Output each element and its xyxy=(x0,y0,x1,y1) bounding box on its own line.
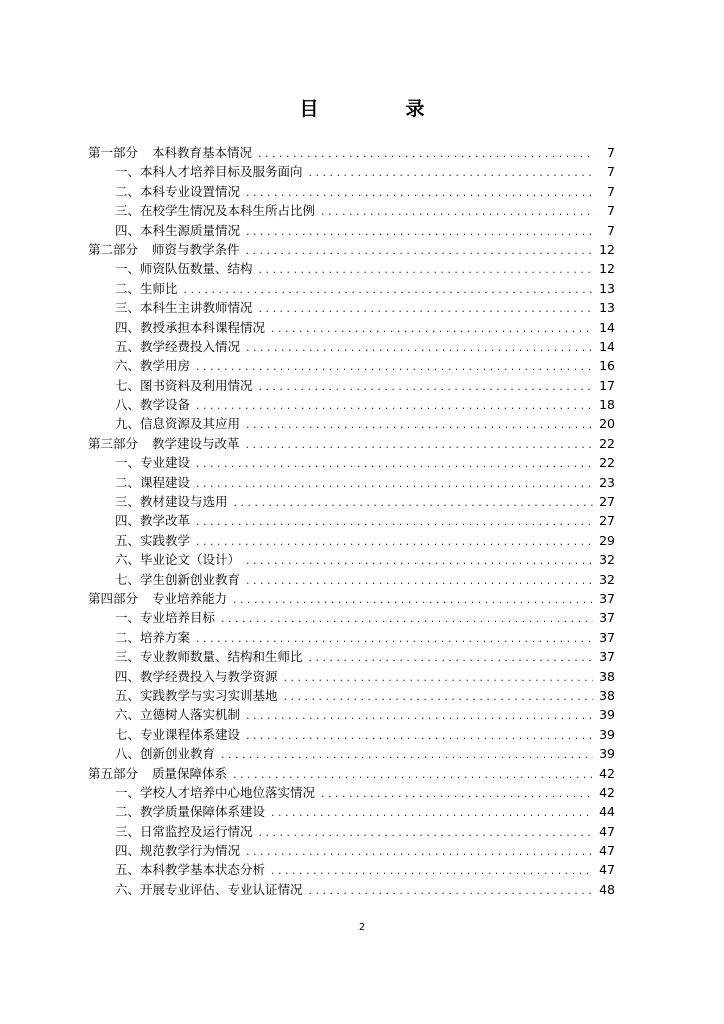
toc-dot-leader xyxy=(284,668,594,687)
toc-page-number: 7 xyxy=(607,164,615,180)
toc-entry-label xyxy=(115,279,178,298)
toc-entry-text: 四、教学改革 xyxy=(115,513,191,529)
toc-entry-label xyxy=(115,570,240,589)
toc-entry-label xyxy=(115,162,303,181)
toc-entry-text: 六、开展专业评估、专业认证情况 xyxy=(115,881,303,897)
toc-entry-text: 一、本科人才培养目标及服务面向 xyxy=(115,164,303,180)
toc-entry-label xyxy=(115,725,240,744)
toc-entry-text: 三、日常监控及运行情况 xyxy=(115,823,253,839)
toc-entry-text: 本科教育基本情况 xyxy=(152,145,253,160)
toc-dot-leader xyxy=(221,745,593,764)
toc-page-number: 37 xyxy=(599,649,615,665)
toc-section-entry[interactable] xyxy=(88,453,615,472)
toc-page-number: 42 xyxy=(599,765,615,781)
toc-dot-leader xyxy=(196,474,593,493)
toc-page-number: 39 xyxy=(599,746,615,762)
toc-section-entry[interactable] xyxy=(88,628,615,647)
toc-entry-label xyxy=(115,608,215,627)
toc-page-number: 32 xyxy=(599,571,615,587)
toc-entry-label xyxy=(115,550,240,569)
toc-dot-leader xyxy=(246,222,595,241)
toc-entry-text: 六、毕业论文（设计） xyxy=(115,552,241,568)
toc-page-number: 7 xyxy=(607,222,615,238)
toc-entry-label xyxy=(115,259,253,278)
toc-entry-label xyxy=(88,143,252,162)
toc-entry-label xyxy=(88,240,240,259)
toc-entry-text: 五、教学经费投入情况 xyxy=(115,338,241,354)
toc-section-entry[interactable] xyxy=(88,705,615,724)
toc-entry-label xyxy=(115,356,190,375)
toc-dot-leader xyxy=(196,512,593,531)
toc-section-entry[interactable] xyxy=(88,356,615,375)
toc-dot-leader xyxy=(196,532,593,551)
toc-dot-leader xyxy=(258,144,595,163)
toc-page-number: 7 xyxy=(607,203,615,219)
toc-page-number: 38 xyxy=(599,668,615,684)
toc-section-entry[interactable] xyxy=(88,783,615,802)
toc-entry-label xyxy=(115,802,265,821)
toc-entry-label xyxy=(115,182,240,201)
toc-entry-text: 六、教学用房 xyxy=(115,358,191,374)
toc-section-entry[interactable] xyxy=(88,608,615,627)
toc-dot-leader xyxy=(196,629,593,648)
toc-entry-label xyxy=(115,221,240,240)
toc-entry-text: 一、学校人才培养中心地位落实情况 xyxy=(115,784,316,800)
toc-entry-label xyxy=(115,473,190,492)
table-of-contents xyxy=(88,143,615,899)
toc-section-entry[interactable] xyxy=(88,259,615,278)
toc-dot-leader xyxy=(246,551,593,570)
toc-page-number: 14 xyxy=(599,319,615,335)
toc-page-number: 48 xyxy=(599,881,615,897)
toc-page-number: 42 xyxy=(599,784,615,800)
toc-entry-text: 七、专业课程体系建设 xyxy=(115,726,241,742)
toc-entry-text: 九、信息资源及其应用 xyxy=(115,416,241,432)
toc-dot-leader xyxy=(234,493,594,512)
toc-entry-text: 八、创新创业教育 xyxy=(115,746,216,762)
toc-section-entry[interactable] xyxy=(88,376,615,395)
toc-entry-label xyxy=(115,298,253,317)
toc-section-entry[interactable] xyxy=(88,550,615,569)
toc-entry-label xyxy=(115,453,190,472)
toc-entry-label xyxy=(115,841,240,860)
toc-page-number: 47 xyxy=(599,843,615,859)
toc-title: 目 录 xyxy=(299,98,459,120)
toc-page-number: 14 xyxy=(599,338,615,354)
toc-page-number: 37 xyxy=(599,629,615,645)
toc-page-number: 7 xyxy=(607,183,615,199)
toc-section-entry[interactable] xyxy=(88,201,615,220)
toc-entry-text: 一、专业培养目标 xyxy=(115,610,216,626)
toc-section-entry[interactable] xyxy=(88,395,615,414)
toc-dot-leader xyxy=(259,299,594,318)
toc-section-entry[interactable] xyxy=(88,841,615,860)
toc-entry-text: 一、专业建设 xyxy=(115,455,191,471)
toc-section-entry[interactable] xyxy=(88,473,615,492)
toc-section-entry[interactable] xyxy=(88,492,615,511)
toc-section-entry[interactable] xyxy=(88,880,615,899)
toc-page-number: 39 xyxy=(599,707,615,723)
page-number: 2 xyxy=(358,922,366,933)
toc-entry-label xyxy=(115,667,278,686)
toc-entry-text: 二、培养方案 xyxy=(115,629,191,645)
toc-entry-label xyxy=(115,395,190,414)
toc-page-number: 37 xyxy=(599,590,615,606)
toc-section-entry[interactable] xyxy=(88,414,615,433)
toc-entry-text: 一、师资队伍数量、结构 xyxy=(115,261,253,277)
toc-entry-label xyxy=(115,318,265,337)
toc-entry-label xyxy=(115,705,240,724)
toc-entry-label xyxy=(115,376,253,395)
toc-entry-text: 四、教学经费投入与教学资源 xyxy=(115,668,278,684)
toc-entry-text: 五、本科教学基本状态分析 xyxy=(115,862,266,878)
toc-part-entry[interactable] xyxy=(88,589,615,608)
toc-section-entry[interactable] xyxy=(88,860,615,879)
toc-entry-text: 七、图书资料及利用情况 xyxy=(115,377,253,393)
toc-entry-label xyxy=(115,531,190,550)
toc-entry-label xyxy=(115,860,265,879)
toc-part-number: 第二部分 xyxy=(88,241,139,257)
toc-dot-leader xyxy=(271,803,593,822)
toc-entry-text: 八、教学设备 xyxy=(115,397,191,413)
toc-page-number: 13 xyxy=(599,300,615,316)
toc-page-number: 12 xyxy=(599,261,615,277)
toc-dot-leader xyxy=(321,784,593,803)
toc-entry-label xyxy=(115,511,190,530)
toc-dot-leader xyxy=(271,319,593,338)
toc-entry-text: 三、教材建设与选用 xyxy=(115,494,228,510)
toc-section-entry[interactable] xyxy=(88,182,615,201)
toc-section-entry[interactable] xyxy=(88,531,615,550)
toc-entry-text: 三、本科生主讲教师情况 xyxy=(115,300,253,316)
toc-dot-leader xyxy=(259,377,594,396)
toc-entry-label xyxy=(115,414,240,433)
toc-entry-text: 四、本科生源质量情况 xyxy=(115,222,241,238)
toc-entry-text: 教学建设与改革 xyxy=(152,435,240,451)
toc-entry-label xyxy=(115,822,253,841)
toc-part-number: 第一部分 xyxy=(88,145,139,160)
toc-dot-leader xyxy=(259,260,594,279)
toc-entry-label xyxy=(88,764,227,783)
toc-entry-text: 师资与教学条件 xyxy=(152,241,240,257)
toc-entry-text: 五、实践教学与实习实训基地 xyxy=(115,687,278,703)
toc-page-number: 27 xyxy=(599,513,615,529)
toc-dot-leader xyxy=(246,571,593,590)
toc-page-number: 7 xyxy=(607,145,615,160)
toc-section-entry[interactable] xyxy=(88,337,615,356)
toc-page-number: 47 xyxy=(599,823,615,839)
toc-page-number: 38 xyxy=(599,687,615,703)
toc-entry-label xyxy=(88,434,240,453)
toc-dot-leader xyxy=(259,823,594,842)
toc-part-number: 第四部分 xyxy=(88,590,139,606)
toc-section-entry[interactable] xyxy=(88,647,615,666)
toc-page-number: 23 xyxy=(599,474,615,490)
toc-part-entry[interactable] xyxy=(88,764,615,783)
toc-entry-label xyxy=(115,492,228,511)
toc-entry-text: 六、立德树人落实机制 xyxy=(115,707,241,723)
toc-section-entry[interactable] xyxy=(88,667,615,686)
toc-dot-leader xyxy=(233,590,593,609)
toc-page-number: 37 xyxy=(599,610,615,626)
toc-entry-text: 二、课程建设 xyxy=(115,474,191,490)
toc-page-number: 12 xyxy=(599,241,615,257)
toc-entry-text: 专业培养能力 xyxy=(152,590,228,606)
toc-page-number: 44 xyxy=(599,804,615,820)
toc-entry-label xyxy=(115,337,240,356)
toc-entry-label xyxy=(115,628,190,647)
toc-page-number: 32 xyxy=(599,552,615,568)
toc-section-entry[interactable] xyxy=(88,802,615,821)
toc-dot-leader xyxy=(309,648,594,667)
toc-dot-leader xyxy=(196,454,593,473)
toc-section-entry[interactable] xyxy=(88,511,615,530)
toc-entry-label xyxy=(115,880,303,899)
toc-dot-leader xyxy=(196,357,593,376)
toc-entry-text: 质量保障体系 xyxy=(152,765,228,781)
toc-dot-leader xyxy=(246,706,593,725)
toc-dot-leader xyxy=(246,241,594,260)
toc-entry-text: 三、专业教师数量、结构和生师比 xyxy=(115,649,303,665)
toc-dot-leader xyxy=(196,396,593,415)
toc-page-number: 17 xyxy=(599,377,615,393)
toc-part-entry[interactable] xyxy=(88,240,615,259)
toc-section-entry[interactable] xyxy=(88,162,615,181)
toc-page-number: 27 xyxy=(599,494,615,510)
toc-entry-text: 七、学生创新创业教育 xyxy=(115,571,241,587)
toc-dot-leader xyxy=(246,726,593,745)
toc-entry-label xyxy=(88,589,227,608)
toc-page-number: 20 xyxy=(599,416,615,432)
toc-section-entry[interactable] xyxy=(88,318,615,337)
toc-page-number: 18 xyxy=(599,397,615,413)
toc-part-number: 第五部分 xyxy=(88,765,139,781)
toc-entry-label xyxy=(115,201,315,220)
toc-entry-label xyxy=(115,647,303,666)
toc-dot-leader xyxy=(246,338,593,357)
toc-entry-label xyxy=(115,783,315,802)
toc-page-number: 22 xyxy=(599,455,615,471)
toc-entry-text: 二、教学质量保障体系建设 xyxy=(115,804,266,820)
toc-dot-leader xyxy=(271,861,593,880)
toc-part-number: 第三部分 xyxy=(88,435,139,451)
toc-dot-leader xyxy=(246,415,593,434)
toc-entry-label xyxy=(115,686,278,705)
toc-entry-label xyxy=(115,744,215,763)
toc-page-number: 47 xyxy=(599,862,615,878)
toc-entry-text: 四、教授承担本科课程情况 xyxy=(115,319,266,335)
toc-part-entry[interactable] xyxy=(88,143,615,162)
toc-section-entry[interactable] xyxy=(88,570,615,589)
toc-entry-text: 二、本科专业设置情况 xyxy=(115,183,241,199)
toc-entry-text: 二、生师比 xyxy=(115,280,178,296)
toc-dot-leader xyxy=(309,163,595,182)
toc-entry-text: 四、规范教学行为情况 xyxy=(115,843,241,859)
toc-page-number: 29 xyxy=(599,532,615,548)
toc-section-entry[interactable] xyxy=(88,686,615,705)
toc-dot-leader xyxy=(284,687,594,706)
toc-section-entry[interactable] xyxy=(88,725,615,744)
toc-dot-leader xyxy=(246,183,595,202)
toc-dot-leader xyxy=(233,765,593,784)
toc-dot-leader xyxy=(246,435,594,454)
toc-dot-leader xyxy=(246,842,593,861)
toc-part-entry[interactable] xyxy=(88,434,615,453)
toc-section-entry[interactable] xyxy=(88,822,615,841)
toc-section-entry[interactable] xyxy=(88,221,615,240)
toc-page-number: 13 xyxy=(599,280,615,296)
toc-entry-text: 五、实践教学 xyxy=(115,532,191,548)
toc-page-number: 39 xyxy=(599,726,615,742)
toc-page-number: 22 xyxy=(599,435,615,451)
toc-page-number: 16 xyxy=(599,358,615,374)
toc-section-entry[interactable] xyxy=(88,744,615,763)
toc-section-entry[interactable] xyxy=(88,279,615,298)
toc-dot-leader xyxy=(184,280,594,299)
toc-dot-leader xyxy=(321,202,595,221)
toc-dot-leader xyxy=(309,881,594,900)
toc-entry-text: 三、在校学生情况及本科生所占比例 xyxy=(115,203,316,219)
toc-section-entry[interactable] xyxy=(88,298,615,317)
toc-dot-leader xyxy=(221,609,593,628)
